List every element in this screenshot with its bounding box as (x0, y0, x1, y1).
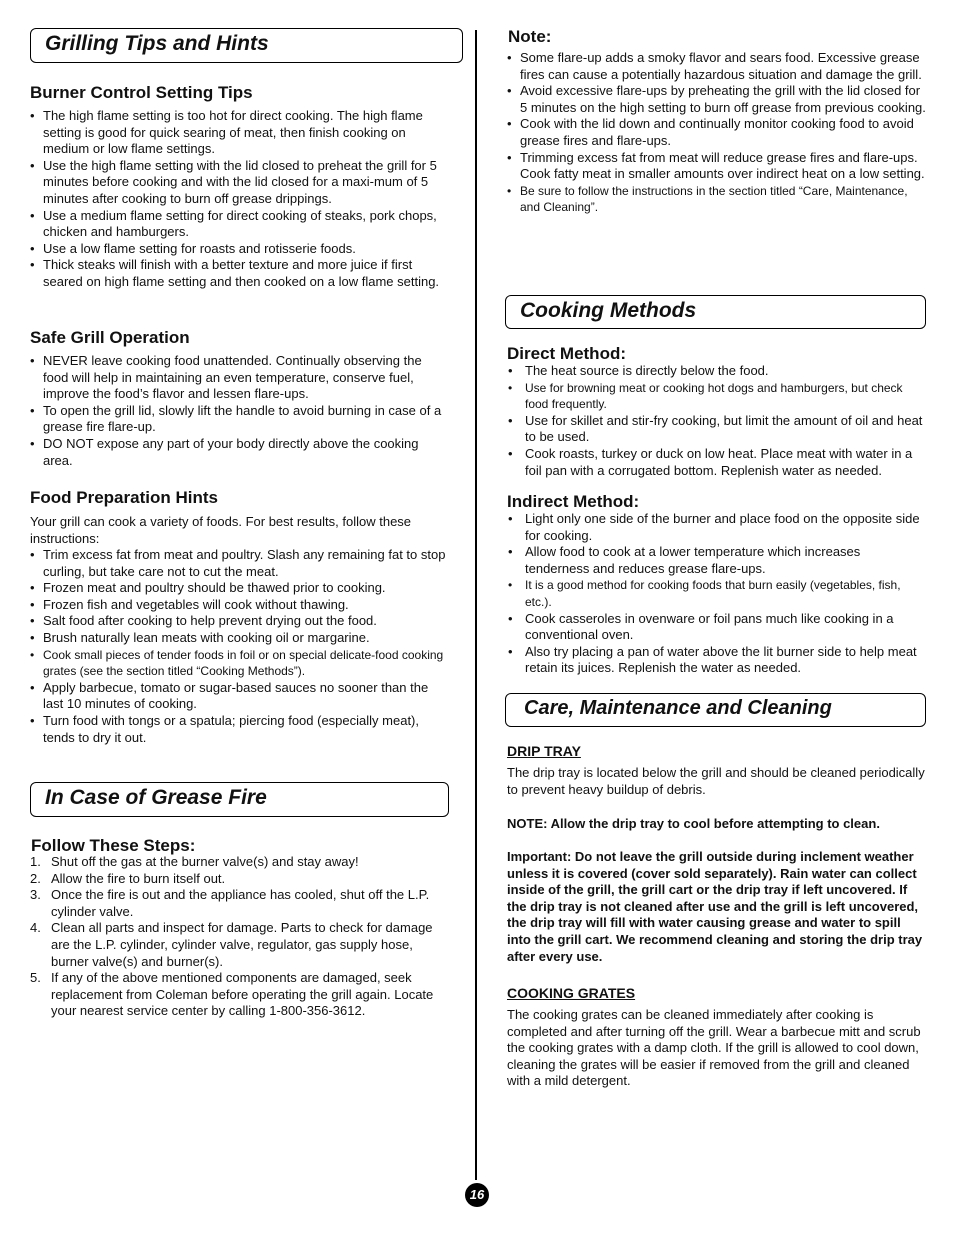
food-prep-heading: Food Preparation Hints (30, 488, 218, 507)
list-item: • Avoid excessive flare-ups by preheating the grill with the lid closed for 5 minutes on the high setting to burn off grease from previous cooking. (505, 83, 927, 116)
grease-fire-title: In Case of Grease Fire (45, 786, 267, 809)
list-item: • Be sure to follow the instructions in the section titled “Care, Maintenance, and Cleaning”. (505, 183, 927, 216)
grease-fire-title-box (30, 782, 449, 817)
list-item: • Thick steaks will finish with a better texture and more juice if first seared on high flame setting and then cooked on a low flame setting. (28, 257, 446, 290)
list-item: • Use a medium flame setting for direct cooking of steaks, pork chops, chicken and hamburgers. (28, 208, 446, 241)
page-number: 16 (465, 1183, 489, 1207)
direct-method-heading: Direct Method: (507, 344, 626, 363)
list-item: • Trimming excess fat from meat will reduce grease fires and flare-ups. Cook fatty meat in smaller amounts over indirect heat on a low setting. (505, 150, 927, 183)
list-item: 4. Clean all parts and inspect for damage. Parts to check for damage are the L.P. cylinder, cylinder valve, regulator, gas supply hose, burner valve(s) and burner(s). (30, 920, 433, 969)
grease-fire-steps (30, 854, 446, 1020)
list-item: • NEVER leave cooking food unattended. Continually observing the food will help in maintaining an even temperature, conserve fuel, improve the food’s flavor and lessen flare-ups. (28, 353, 446, 403)
list-item: • Some flare-up adds a smoky flavor and sears food. Excessive grease fires can cause a potentially hazardous situation and damage the grill. (505, 50, 927, 83)
list-item: • DO NOT expose any part of your body directly above the cooking area. (28, 436, 446, 469)
grilling-tips-title-box (30, 28, 463, 63)
care-title: Care, Maintenance and Cleaning (524, 697, 832, 719)
note-list (505, 50, 927, 216)
list-item: 3. Once the fire is out and the appliance has cooled, shut off the L.P. cylinder valve. (30, 887, 430, 919)
grilling-tips-title: Grilling Tips and Hints (45, 32, 269, 55)
food-prep-intro: Your grill can cook a variety of foods. For best results, follow these instructions: (30, 514, 412, 546)
burner-tips-list (28, 108, 446, 291)
list-item: • Cook small pieces of tender foods in foil or on special delicate-food cooking grates (see the section titled “Cooking Methods”). (28, 647, 446, 680)
list-item: 1. Shut off the gas at the burner valve(s) and stay away! (30, 854, 359, 869)
burner-control-heading: Burner Control Setting Tips (30, 83, 253, 102)
list-item: • Trim excess fat from meat and poultry. Slash any remaining fat to stop curling, but take care not to cut the meat. (28, 547, 446, 580)
list-item: • Light only one side of the burner and place food on the opposite side for cooking. (505, 511, 925, 544)
safe-grill-heading: Safe Grill Operation (30, 328, 190, 347)
list-item: • Cook roasts, turkey or duck on low heat. Place meat with water in a foil pan with a corrugated bottom. Replenish water as needed. (505, 446, 925, 479)
drip-tray-heading: DRIP TRAY (507, 743, 581, 759)
safe-grill-list (28, 353, 446, 469)
cooking-grates-text: The cooking grates can be cleaned immediately after cooking is completed and after turning off the grill. Wear a barbecue mitt and scrub the cooking grates with a damp cloth. If the grill is allowed to cool down, cleaning the grates will be easier if removed from the grill and cleaned with a mild detergent. (507, 1007, 921, 1089)
drip-tray-note: NOTE: Allow the drip tray to cool before attempting to clean. (507, 816, 880, 831)
list-item: • Allow food to cook at a lower temperature which increases tenderness and reduces grease flare-ups. (505, 544, 925, 577)
list-item: • Frozen meat and poultry should be thawed prior to cooking. (28, 580, 446, 597)
direct-method-list (505, 363, 925, 479)
cooking-grates-heading: COOKING GRATES (507, 985, 636, 1001)
list-item: • Use for skillet and stir-fry cooking, but limit the amount of oil and heat to be used. (505, 413, 925, 446)
list-item: • Also try placing a pan of water above the lit burner side to help meat retain its juices. Replenish the water as needed. (505, 644, 925, 677)
list-item: • Cook with the lid down and continually monitor cooking food to avoid grease fires and flare-ups. (505, 116, 927, 149)
drip-tray-text: The drip tray is located below the grill and should be cleaned periodically to prevent heavy buildup of debris. (507, 765, 925, 797)
list-item: • It is a good method for cooking foods that burn easily (vegetables, fish, etc.). (505, 577, 925, 610)
list-item: • Use a low flame setting for roasts and rotisserie foods. (28, 241, 446, 258)
list-item: • Cook casseroles in ovenware or foil pans much like cooking in a conventional oven. (505, 611, 925, 644)
list-item: • Frozen fish and vegetables will cook without thawing. (28, 597, 446, 614)
list-item: • Brush naturally lean meats with cooking oil or margarine. (28, 630, 446, 647)
list-item: 2. Allow the fire to burn itself out. (30, 870, 226, 886)
important-note: Important: Do not leave the grill outside during inclement weather unless it is covered (cover sold separately). Rain water can collect inside of the grill, the grill cart or the drip tray if left uncovered. If the drip tray is not cleaned after use and the grill is left uncovered, the drip tray will fill with water causing grease and water to spill into the grill cart. We recommend cleaning and storing the drip tray after every use. (507, 849, 923, 964)
follow-steps-heading: Follow These Steps: (31, 836, 196, 855)
indirect-method-heading: Indirect Method: (507, 492, 640, 511)
list-item: • Use for browning meat or cooking hot dogs and hamburgers, but check food frequently. (505, 380, 925, 413)
cooking-methods-title-box (505, 295, 926, 329)
cooking-methods-title: Cooking Methods (520, 299, 697, 322)
list-item: • Turn food with tongs or a spatula; piercing food (especially meat), tends to dry it out. (28, 713, 446, 746)
column-divider (475, 30, 477, 1180)
list-item: • Salt food after cooking to help prevent drying out the food. (28, 613, 446, 630)
care-title-box (505, 693, 926, 727)
food-prep-list (28, 547, 446, 746)
list-item: • Apply barbecue, tomato or sugar-based sauces no sooner than the last 10 minutes of cooking. (28, 680, 446, 713)
list-item: 5. If any of the above mentioned components are damaged, seek replacement from Coleman before operating the grill again. Locate your nearest service center by calling 1-800-356-3612. (30, 970, 434, 1019)
list-item: • The heat source is directly below the food. (505, 363, 925, 380)
list-item: • Use the high flame setting with the lid closed to preheat the grill for 5 minutes before cooking and with the lid closed for a maxi-mum of 5 minutes after cooking to burn off grease drippings. (28, 158, 446, 208)
indirect-method-list (505, 511, 925, 677)
list-item: • To open the grill lid, slowly lift the handle to avoid burning in case of a grease fire flare-up. (28, 403, 446, 436)
list-item: • The high flame setting is too hot for direct cooking. The high flame setting is good for quick searing of meat, then finish cooking on medium or low flame settings. (28, 108, 446, 158)
note-heading: Note: (508, 27, 552, 46)
